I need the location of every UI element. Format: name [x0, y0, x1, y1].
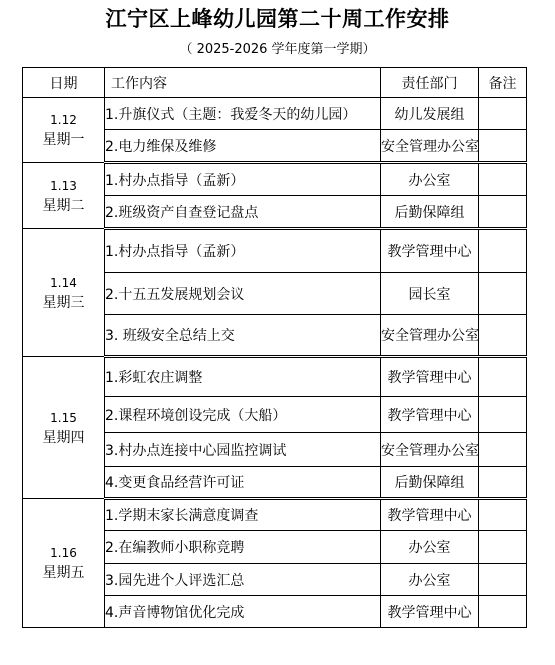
- header-note: 备注: [479, 68, 527, 98]
- document-subtitle: （ 2025-2026 学年度第一学期）: [179, 42, 376, 57]
- task-cell: 3.园先进个人评选汇总: [105, 564, 381, 596]
- table-row: [23, 163, 527, 196]
- dept-cell: 安全管理办公室: [381, 130, 479, 163]
- task-cell: 2.课程环境创设完成（大船）: [105, 397, 381, 433]
- date-cell-thursday: [23, 357, 105, 499]
- date-cell-monday: [23, 98, 105, 163]
- note-cell: [479, 229, 527, 273]
- dept-cell: 后勤保障组: [381, 196, 479, 229]
- dept-cell: 教学管理中心: [381, 596, 479, 628]
- task-cell: 3.村办点连接中心园监控调试: [105, 433, 381, 467]
- table-header-row: [23, 68, 527, 98]
- date-cell-tuesday: [23, 163, 105, 229]
- dept-cell: 后勤保障组: [381, 467, 479, 499]
- note-cell: [479, 163, 527, 196]
- date-number: 1.13: [50, 178, 77, 193]
- dept-cell: 办公室: [381, 564, 479, 596]
- task-cell: 1.学期末家长满意度调查: [105, 499, 381, 531]
- dept-cell: 教学管理中心: [381, 499, 479, 531]
- note-cell: [479, 315, 527, 357]
- weekday-label: 星期五: [42, 565, 85, 581]
- task-cell: 1.升旗仪式（主题：我爱冬天的幼儿园）: [105, 98, 381, 130]
- dept-cell: 安全管理办公室: [381, 433, 479, 467]
- note-cell: [479, 273, 527, 315]
- note-cell: [479, 499, 527, 531]
- note-cell: [479, 596, 527, 628]
- table-row: [23, 98, 527, 130]
- dept-cell: 办公室: [381, 531, 479, 564]
- note-cell: [479, 564, 527, 596]
- date-number: 1.12: [50, 113, 77, 127]
- date-cell-wednesday: [23, 229, 105, 357]
- note-cell: [479, 130, 527, 163]
- weekday-label: 星期三: [42, 294, 85, 311]
- task-cell: 2.电力维保及维修: [105, 130, 381, 163]
- task-cell: 4.声音博物馆优化完成: [105, 596, 381, 628]
- task-cell: 2.在编教师小职称竞聘: [105, 531, 381, 564]
- note-cell: [479, 196, 527, 229]
- note-cell: [479, 397, 527, 433]
- task-cell: 1.村办点指导（孟新）: [105, 163, 381, 196]
- note-cell: [479, 467, 527, 499]
- task-cell: 1.村办点指导（孟新）: [105, 229, 381, 273]
- header-date: 日期: [23, 68, 105, 98]
- date-number: 1.14: [50, 275, 77, 290]
- task-cell: 2.十五五发展规划会议: [105, 273, 381, 315]
- note-cell: [479, 433, 527, 467]
- document-title: 江宁区上峰幼儿园第二十周工作安排: [105, 7, 450, 31]
- weekday-label: 星期一: [42, 132, 85, 148]
- dept-cell: 幼儿发展组: [381, 98, 479, 130]
- weekday-label: 星期四: [42, 429, 85, 446]
- task-cell: 4.变更食品经营许可证: [105, 467, 381, 499]
- dept-cell: 办公室: [381, 163, 479, 196]
- weekday-label: 星期二: [42, 197, 85, 214]
- table-row: [23, 357, 527, 397]
- header-task: 工作内容: [105, 68, 381, 98]
- dept-cell: 教学管理中心: [381, 397, 479, 433]
- task-cell: 2.班级资产自查登记盘点: [105, 196, 381, 229]
- dept-cell: 园长室: [381, 273, 479, 315]
- task-cell: 3. 班级安全总结上交: [105, 315, 381, 357]
- date-number: 1.15: [50, 410, 77, 425]
- date-cell-friday: [23, 499, 105, 628]
- schedule-table: [22, 67, 527, 628]
- note-cell: [479, 531, 527, 564]
- task-cell: 1.彩虹农庄调整: [105, 357, 381, 397]
- date-number: 1.16: [50, 546, 77, 560]
- dept-cell: 教学管理中心: [381, 229, 479, 273]
- table-row: [23, 229, 527, 273]
- dept-cell: 教学管理中心: [381, 357, 479, 397]
- dept-cell: 安全管理办公室: [381, 315, 479, 357]
- table-row: [23, 499, 527, 531]
- note-cell: [479, 98, 527, 130]
- note-cell: [479, 357, 527, 397]
- header-dept: 责任部门: [381, 68, 479, 98]
